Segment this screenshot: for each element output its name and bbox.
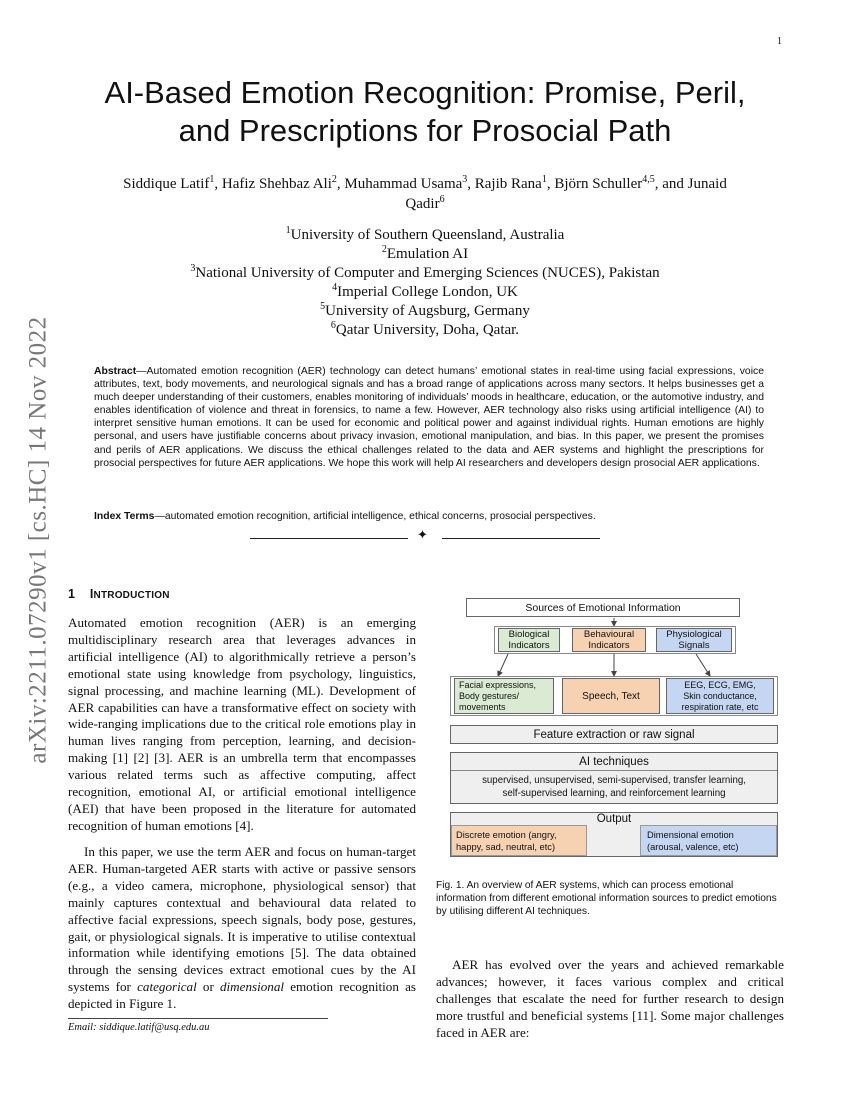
physiological-measures-box: EEG, ECG, EMG, Skin conductance, respiration rate, etc	[666, 678, 774, 714]
arxiv-stamp-text: arXiv:2211.07290v1 [cs.HC] 14 Nov 2022	[25, 316, 53, 764]
author-sup: 3	[462, 174, 468, 185]
feature-extraction-box: Feature extraction or raw signal	[450, 725, 778, 744]
author-name: Hafiz Shehbaz Ali	[221, 176, 332, 192]
author-name: Qadir	[405, 196, 440, 212]
title-line-2: and Prescriptions for Prosocial Path	[178, 113, 672, 148]
section-title-initial: I	[89, 587, 94, 601]
divider-diamond-icon: ✦	[417, 528, 428, 543]
abstract	[94, 365, 764, 470]
author-sup: 1	[209, 174, 215, 185]
affiliation: $^3$National University of Computer and Emerging Sciences (NUCES), Pakistan	[190, 263, 660, 281]
dimensional-emotion-box: Dimensional emotion (arousal, valence, etc)	[640, 825, 777, 856]
sources-box: Sources of Emotional Information	[466, 598, 740, 617]
page-number: 1	[777, 36, 782, 47]
behavioural-indicators-box: Behavioural Indicators	[572, 628, 646, 652]
section-number: 1	[68, 587, 76, 601]
author-sup: 2	[331, 174, 337, 185]
section-title-rest: NTRODUCTION	[93, 590, 170, 601]
facial-expressions-box: Facial expressions, Body gestures/ movements	[454, 678, 554, 714]
affiliation: $^1$University of Southern Queensland, Australia	[285, 225, 565, 243]
section-heading	[68, 587, 170, 601]
author-name: Siddique Latif	[123, 176, 210, 192]
physiological-signals-box: Physiological Signals	[656, 628, 732, 652]
affiliation: $^4$Imperial College London, UK	[332, 282, 518, 300]
figure-caption: Fig. 1. An overview of AER systems, which can process emotional information from different emotional information sources to predict emotions by utilising different AI techniques.	[436, 880, 777, 917]
ai-techniques-line: supervised, unsupervised, semi-supervised, transfer learning,	[482, 775, 746, 786]
arxiv-stamp	[14, 290, 64, 790]
title-line-1: AI-Based Emotion Recognition: Promise, Peril,	[104, 75, 746, 110]
index-terms	[94, 510, 764, 523]
author-sup: 1	[541, 174, 547, 185]
output-title: Output	[596, 813, 632, 825]
divider-line-left	[250, 538, 408, 539]
emphasis: categorical	[137, 979, 197, 995]
affiliation: $^6$Qatar University, Doha, Qatar.	[330, 320, 520, 338]
right-column-paragraph: AER has evolved over the years and achieved remarkable advances; however, it faces various complex and critical challenges that escalate the need for further research to design more trustful and beneficial systems [11]. Some major challenges faced in AER are:	[436, 957, 784, 1040]
abstract-label: Abstract	[94, 366, 137, 377]
intro-paragraph-1: Automated emotion recognition (AER) is an emerging multidisciplinary research area that leverages advances in artificial intelligence (AI) to algorithmically retrieve a person’s emotional state using knowledge from psychology, linguistics, signal processing, and machine learning (ML). Development of AER capabilities can have a transformative effect on society with wide-ranging implications due to the critical role emotions play in human lives ranging from perception, learning, and decision-making [1] [2] [3]. AER is an umbrella term that encompasses various related terms such as affective computing, affect recognition, emotional AI, or artificial emotional intelligence (AEI) that have been proposed in the literature for automated recognition of human emotions [4].	[68, 615, 416, 833]
author-name: Muhammad Usama	[344, 176, 463, 192]
arrow	[696, 654, 710, 676]
footnote-rule	[68, 1018, 328, 1019]
affiliation: $^2$Emulation AI	[381, 244, 469, 262]
ai-techniques-box	[450, 752, 778, 804]
ai-techniques-title: AI techniques	[451, 754, 777, 771]
ai-techniques-line: self-supervised learning, and reinforcement learning	[502, 788, 726, 799]
biological-indicators-box: Biological Indicators	[498, 628, 560, 652]
affiliation: $^5$University of Augsburg, Germany	[320, 301, 530, 319]
author-name: , and Junaid	[654, 176, 727, 192]
figure-1-diagram	[448, 597, 780, 859]
divider-line-right	[442, 538, 600, 539]
index-terms-label: Index Terms	[94, 511, 155, 522]
index-terms-text: —automated emotion recognition, artificial intelligence, ethical concerns, prosocial perspectives.	[154, 511, 596, 522]
affiliation-list	[70, 226, 780, 340]
author-name: Rajib Rana	[474, 176, 542, 192]
footnote-email: Email: siddique.latif@usq.edu.au	[68, 1022, 210, 1033]
author-name: Björn Schuller	[554, 176, 643, 192]
author-sup: 4,5	[642, 174, 655, 185]
author-list: Siddique Latif$^1$, Hafiz Shehbaz Ali$^2$, Muhammad Usama$^3$, Rajib Rana$^1$, Björn Schuller$^{4,5}$, and Junaid Qadir$^6$	[123, 174, 727, 212]
emphasis: dimensional	[220, 979, 285, 995]
arrow	[498, 654, 508, 676]
abstract-text: —Automated emotion recognition (AER) technology can detect humans’ emotional states in real-time using facial expressions, voice attributes, text, body movements, and neurological signals and has a broad range of applications across many sectors. It helps businesses get a much deeper understanding of their customers, enables monitoring of individuals’ moods in healthcare, education, or the automotive industry, and enables identification of violence and threat in forensics, to name a few. However, AER technology also risks using artificial intelligence (AI) to interpret sensitive human emotions. It can be used for economic and political power and against individual rights. Human emotions are highly personal, and users have justifiable concerns about privacy invasion, emotional manipulation, and bias. In this paper, we present the promises and perils of AER applications. We discuss the ethical challenges related to the data and AER systems and highlight the prescriptions for prosocial perspectives for future AER applications. We hope this work will help AI researchers and developers design prosocial AER applications.	[94, 366, 764, 469]
speech-text-box: Speech, Text	[562, 678, 660, 714]
paper-title	[70, 74, 780, 150]
intro-paragraph-2: In this paper, we use the term AER and focus on human-target AER. Human-targeted AER starts with active or passive sensors (e.g., a video camera, microphone, physiological sensor) that mainly captures contextual and behavioural data related to affective facial expressions, speech signals, body pose, gestures, gait, or physiological signals. It is imperative to utilise contextual information while identifying emotions [5]. The data obtained through the sensing devices extract emotional cues by the AI systems for categorical or dimensional emotion recognition as depicted in Figure 1.	[68, 844, 416, 1012]
author-sup: 6	[439, 194, 445, 205]
discrete-emotion-box: Discrete emotion (angry, happy, sad, neutral, etc)	[451, 825, 587, 856]
